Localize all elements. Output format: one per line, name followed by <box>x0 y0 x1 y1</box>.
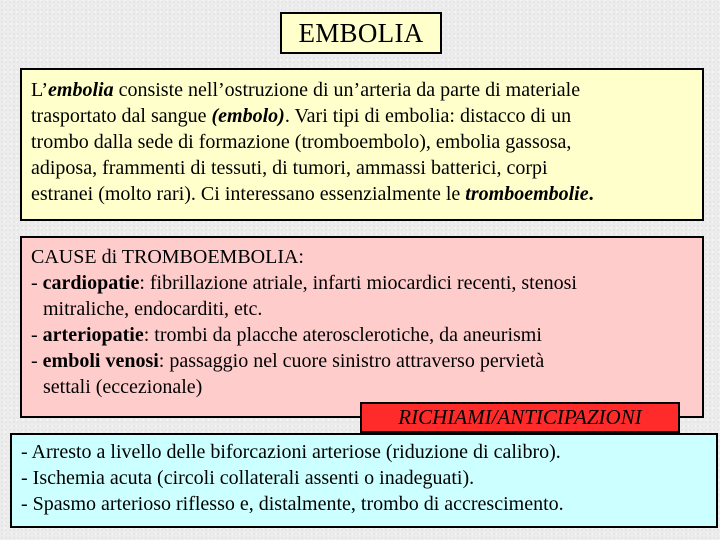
intro-text: . Vari tipi di embolia: distacco di un <box>284 105 572 127</box>
effect-item: - Arresto a livello delle biforcazioni arteriose (riduzione di calibro). <box>21 441 561 463</box>
intro-line-5 <box>31 181 694 207</box>
intro-line-3: trombo dalla sede di formazione (tromboembolo), embolia gassosa, <box>31 131 572 153</box>
effects-text-box <box>10 433 718 528</box>
cause-term: emboli venosi <box>42 350 159 372</box>
intro-term-embolo: (embolo) <box>211 105 285 127</box>
cause-description: : fibrillazione atriale, infarti miocardici recenti, stenosi <box>139 272 577 294</box>
cause-term: arteriopatie <box>42 324 144 346</box>
cause-description: : trombi da placche aterosclerotiche, da aneurismi <box>143 324 542 346</box>
cause-item-cardiopatie-continued: mitraliche, endocarditi, etc. <box>43 298 263 320</box>
intro-text: consiste nell’ostruzione di un’arteria da parte di materiale <box>113 79 581 101</box>
intro-text: trasportato dal sangue <box>31 105 212 127</box>
slide-title: EMBOLIA <box>280 12 442 54</box>
cause-dash: - <box>31 272 43 294</box>
cause-dash: - <box>31 350 43 372</box>
intro-line-1 <box>31 77 694 103</box>
intro-text-box <box>20 68 704 221</box>
causes-text-box <box>20 236 704 418</box>
effect-item: - Spasmo arterioso riflesso e, distalmente, trombo di accrescimento. <box>21 493 564 515</box>
effect-item: - Ischemia acuta (circoli collaterali assenti o inadeguati). <box>21 467 475 489</box>
cause-item-emboli-venosi <box>31 348 694 374</box>
causes-heading: CAUSE di TROMBOEMBOLIA: <box>31 246 304 268</box>
intro-period: . <box>588 183 594 205</box>
cause-dash: - <box>31 324 43 346</box>
intro-text: estranei (molto rari). Ci interessano essenzialmente le <box>31 183 466 205</box>
cause-item-arteriopatie <box>31 322 694 348</box>
recall-badge: RICHIAMI/ANTICIPAZIONI <box>360 402 680 433</box>
intro-term-embolia: embolia <box>48 79 114 101</box>
intro-text: L’ <box>31 79 49 101</box>
intro-term-tromboembolie: tromboembolie <box>465 183 589 205</box>
cause-description: : passaggio nel cuore sinistro attraverso pervietà <box>158 350 545 372</box>
intro-line-2 <box>31 103 694 129</box>
cause-item-cardiopatie <box>31 270 694 296</box>
cause-term: cardiopatie <box>42 272 140 294</box>
cause-item-emboli-venosi-continued: settali (eccezionale) <box>43 376 203 398</box>
intro-line-4: adiposa, frammenti di tessuti, di tumori, ammassi batterici, corpi <box>31 157 548 179</box>
